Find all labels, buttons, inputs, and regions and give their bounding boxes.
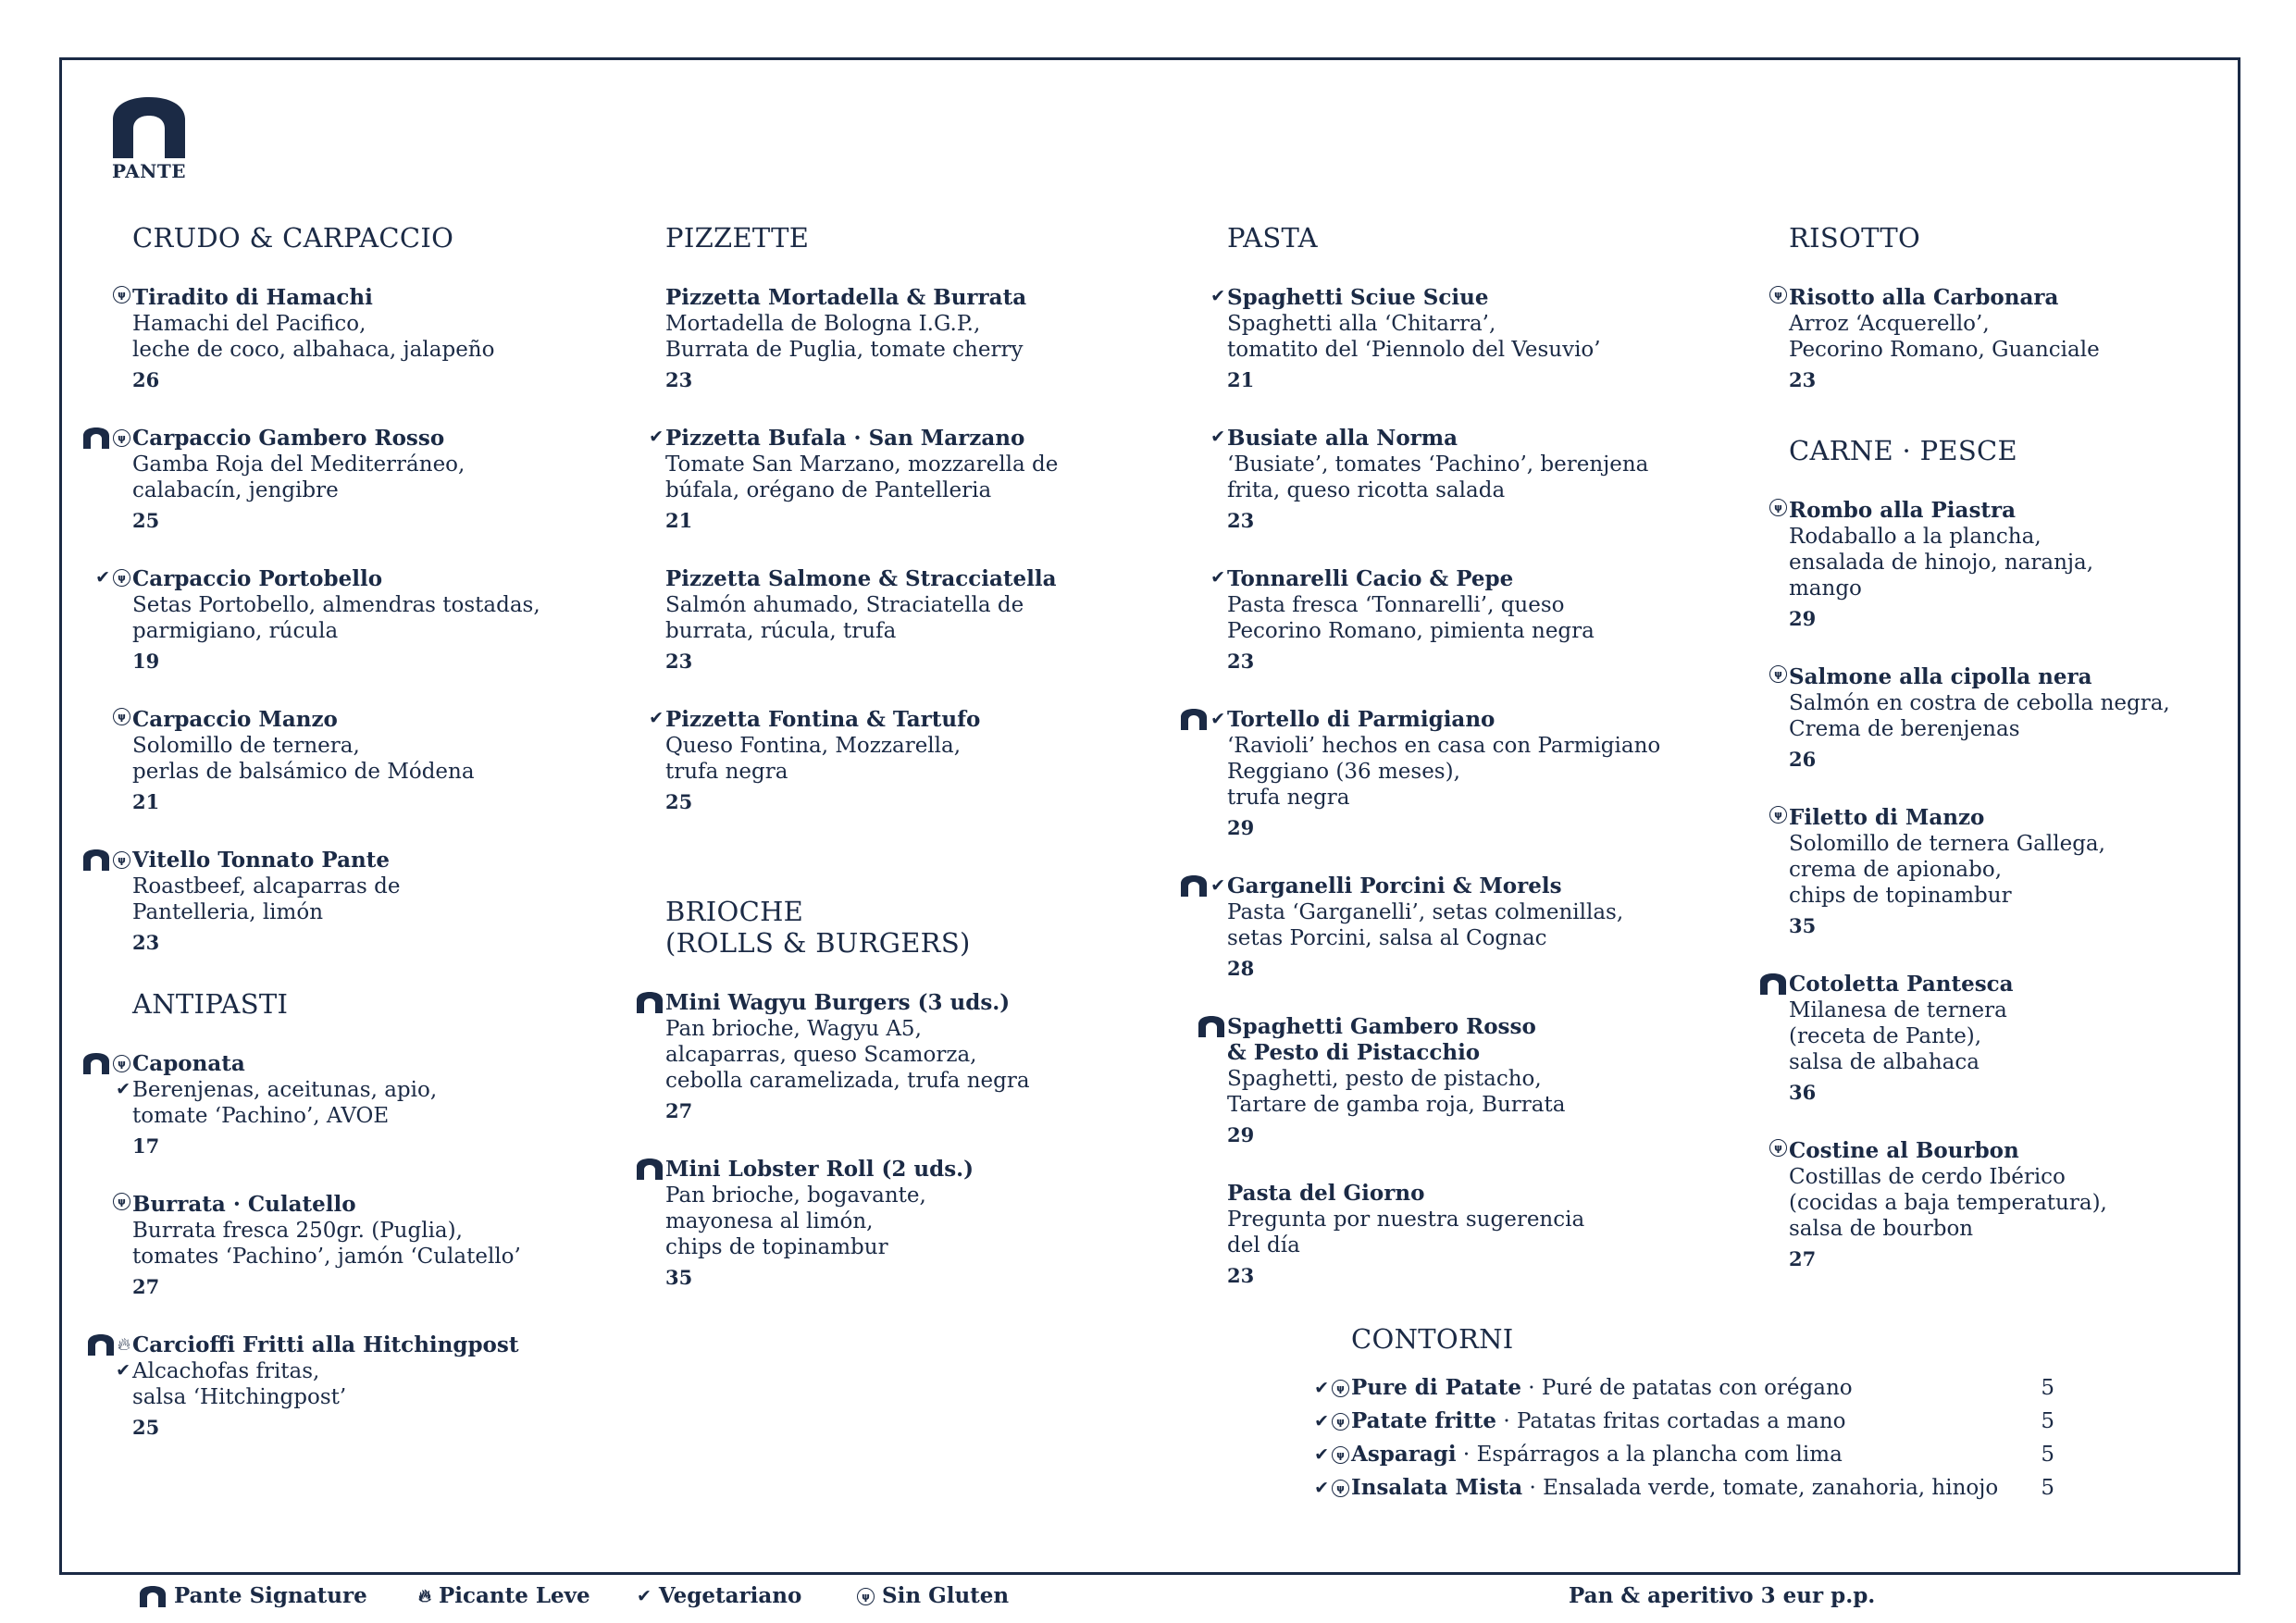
legend-label: Sin Gluten bbox=[882, 1583, 1010, 1608]
dish-description: Pregunta por nuestra sugerencia del día bbox=[1227, 1208, 1585, 1258]
dish-name: Burrata · Culatello bbox=[132, 1192, 356, 1217]
legend-spicy bbox=[418, 1580, 590, 1612]
gluten-free-icon: ψ bbox=[113, 708, 130, 725]
menu-item bbox=[1210, 285, 1782, 392]
vegetarian-icon: ✔ bbox=[1210, 286, 1225, 306]
dish-description: Gamba Roja del Mediterráneo, calabacín, jengibre bbox=[132, 452, 465, 502]
menu-item bbox=[116, 1332, 632, 1440]
menu-item bbox=[665, 566, 1184, 674]
menu-item bbox=[1774, 664, 2196, 772]
dietary-marks bbox=[1180, 874, 1225, 897]
gluten-free-icon: ψ bbox=[1332, 1446, 1349, 1464]
side-dish-row bbox=[1314, 1371, 2054, 1405]
gluten-free-icon: ψ bbox=[1769, 806, 1787, 824]
dish-price: 29 bbox=[1789, 607, 1817, 630]
side-dish-row bbox=[1314, 1405, 2054, 1438]
dietary-marks bbox=[649, 708, 664, 728]
dish-name: Cotoletta Pantesca bbox=[1789, 972, 2014, 997]
dietary-marks bbox=[116, 1079, 130, 1099]
dish-name: Carpaccio Manzo bbox=[132, 707, 338, 732]
section-title: CONTORNI bbox=[1351, 1323, 1514, 1355]
separator: · bbox=[1456, 1443, 1477, 1467]
dish-description: Mortadella de Bologna I.G.P., Burrata de Puglia, tomate cherry bbox=[665, 312, 1024, 362]
dish-price: 23 bbox=[1227, 509, 1255, 532]
dietary-marks bbox=[1314, 1378, 1349, 1398]
menu-item bbox=[95, 566, 632, 674]
logo-wordmark: PANTE bbox=[111, 160, 186, 182]
menu-item bbox=[649, 426, 1184, 533]
dish-description: Berenjenas, aceitunas, apio, tomate ‘Pachino’, AVOE bbox=[132, 1078, 438, 1128]
dietary-marks bbox=[1210, 567, 1225, 588]
side-dish-line bbox=[1351, 1371, 2017, 1405]
menu-item bbox=[1227, 1181, 1782, 1288]
dish-name: Garganelli Porcini & Morels bbox=[1227, 873, 1562, 898]
vegetarian-icon: ✔ bbox=[1210, 875, 1225, 896]
dish-price: 23 bbox=[665, 650, 693, 673]
dish-name: Pizzetta Mortadella & Burrata bbox=[665, 285, 1027, 310]
menu-item bbox=[118, 426, 632, 533]
contorni-section bbox=[1314, 1323, 2054, 1505]
legend-label: Picante Leve bbox=[438, 1583, 590, 1608]
menu-item bbox=[118, 848, 632, 955]
contorni-list bbox=[1314, 1371, 2054, 1505]
dietary-marks bbox=[1180, 708, 1225, 730]
section-title: PIZZETTE bbox=[665, 222, 810, 254]
dish-name: Pasta del Giorno bbox=[1227, 1181, 1425, 1206]
dish-description: Tomate San Marzano, mozzarella de búfala, orégano de Pantelleria bbox=[665, 452, 1059, 502]
menu-section bbox=[1774, 222, 2196, 392]
dish-description: Pasta ‘Garganelli’, setas colmenillas, setas Porcini, salsa al Cognac bbox=[1227, 900, 1624, 950]
menu-item bbox=[1774, 285, 2196, 392]
dish-price: 27 bbox=[665, 1099, 693, 1122]
signature-icon bbox=[636, 1158, 664, 1180]
dietary-marks bbox=[649, 427, 664, 447]
dish-description: Milanesa de ternera (receta de Pante), salsa de albahaca bbox=[1789, 998, 2007, 1074]
vegetarian-icon: ✔ bbox=[116, 1079, 130, 1099]
dish-description: Salmón en costra de cebolla negra, Crema de berenjenas bbox=[1789, 691, 2170, 741]
vegetarian-icon: ✔ bbox=[649, 708, 664, 728]
menu-column-4 bbox=[1774, 222, 2196, 1305]
dish-description: Spaghetti, pesto de pistacho, Tartare de gamba roja, Burrata bbox=[1227, 1067, 1566, 1117]
dietary-marks bbox=[82, 427, 130, 449]
menu-item bbox=[118, 1192, 632, 1299]
section-title: ANTIPASTI bbox=[132, 988, 289, 1020]
dish-name: Busiate alla Norma bbox=[1227, 426, 1458, 451]
dish-description: Pan brioche, bogavante, mayonesa al limón, chips de topinambur bbox=[665, 1183, 926, 1259]
dietary-marks bbox=[95, 567, 130, 588]
pante-logo bbox=[111, 95, 187, 182]
vegetarian-icon: ✔ bbox=[95, 567, 110, 588]
menu-item bbox=[1210, 873, 1782, 981]
signature-icon bbox=[636, 991, 664, 1013]
gluten-free-icon: ψ bbox=[1332, 1480, 1349, 1497]
dish-description: Spaghetti alla ‘Chitarra’, tomatito del ‘Piennolo del Vesuvio’ bbox=[1227, 312, 1601, 362]
dish-name: Vitello Tonnato Pante bbox=[132, 848, 390, 873]
menu-item bbox=[118, 707, 632, 814]
side-dish-description: Ensalada verde, tomate, zanahoria, hinojo bbox=[1543, 1476, 1999, 1500]
dish-description: Pan brioche, Wagyu A5, alcaparras, queso Scamorza, cebolla caramelizada, trufa negra bbox=[665, 1017, 1030, 1093]
side-dish-price: 5 bbox=[2041, 1476, 2054, 1500]
dish-description: Salmón ahumado, Straciatella de burrata, rúcula, trufa bbox=[665, 593, 1024, 643]
side-dish-description: Puré de patatas con orégano bbox=[1541, 1376, 1853, 1400]
dietary-marks bbox=[113, 708, 130, 725]
gluten-free-icon: ψ bbox=[1769, 665, 1787, 683]
signature-icon bbox=[82, 427, 110, 449]
dish-name: Rombo alla Piastra bbox=[1789, 498, 2017, 523]
menu-item bbox=[1789, 972, 2196, 1105]
dietary-marks bbox=[113, 286, 130, 304]
dish-price: 23 bbox=[665, 368, 693, 391]
gluten-free-icon: ψ bbox=[1769, 499, 1787, 516]
dietary-marks bbox=[1210, 427, 1225, 447]
dish-description: Costillas de cerdo Ibérico (cocidas a baja temperatura), salsa de bourbon bbox=[1789, 1165, 2107, 1241]
dish-name: Carcioffi Fritti alla Hitchingpost bbox=[132, 1332, 519, 1357]
vegetarian-icon: ✔ bbox=[649, 427, 664, 447]
section-title: BRIOCHE (ROLLS & BURGERS) bbox=[665, 896, 971, 959]
dish-description: Queso Fontina, Mozzarella, trufa negra bbox=[665, 734, 962, 784]
dietary-marks bbox=[1210, 286, 1225, 306]
signature-icon bbox=[1759, 973, 1787, 995]
menu-section bbox=[649, 222, 1184, 814]
dish-price: 26 bbox=[1789, 748, 1817, 771]
dietary-marks bbox=[1769, 499, 1787, 516]
vegetarian-icon: ✔ bbox=[116, 1360, 130, 1381]
dish-price: 29 bbox=[1227, 1123, 1255, 1146]
dietary-marks bbox=[113, 1193, 130, 1210]
gluten-free-icon: ψ bbox=[113, 429, 130, 447]
dish-price: 21 bbox=[665, 509, 693, 532]
dish-name: Mini Lobster Roll (2 uds.) bbox=[665, 1157, 974, 1182]
side-dish-name: Asparagi bbox=[1351, 1442, 1457, 1467]
menu-item bbox=[1210, 707, 1782, 840]
dish-name: Tiradito di Hamachi bbox=[132, 285, 373, 310]
vegetarian-icon: ✔ bbox=[1314, 1411, 1329, 1431]
separator: · bbox=[1496, 1409, 1517, 1433]
side-dish-price: 5 bbox=[2041, 1409, 2054, 1433]
dish-name: Pizzetta Bufala · San Marzano bbox=[665, 426, 1025, 451]
dish-description: ‘Busiate’, tomates ‘Pachino’, berenjena frita, queso ricotta salada bbox=[1227, 452, 1649, 502]
menu-item bbox=[1227, 1014, 1782, 1147]
section-title: CRUDO & CARPACCIO bbox=[132, 222, 454, 254]
vegetarian-icon: ✔ bbox=[1314, 1478, 1329, 1498]
vegetarian-icon: ✔ bbox=[1314, 1444, 1329, 1465]
dish-description: Solomillo de ternera Gallega, crema de apionabo, chips de topinambur bbox=[1789, 832, 2105, 908]
side-dish-description: Patatas fritas cortadas a mano bbox=[1516, 1409, 1846, 1433]
section-title: RISOTTO bbox=[1789, 222, 1921, 254]
dish-name: Salmone alla cipolla nera bbox=[1789, 664, 2092, 689]
dish-price: 35 bbox=[665, 1266, 693, 1289]
spicy-icon: 🔥︎ bbox=[418, 1586, 431, 1606]
dietary-marks bbox=[1314, 1411, 1349, 1431]
dish-name: Spaghetti Gambero Rosso & Pesto di Pistacchio bbox=[1227, 1014, 1536, 1065]
dish-price: 17 bbox=[132, 1134, 160, 1158]
dietary-marks bbox=[1769, 665, 1787, 683]
dish-description: Pasta fresca ‘Tonnarelli’, queso Pecorino Romano, pimienta negra bbox=[1227, 593, 1595, 643]
gluten-free-icon: ψ bbox=[1769, 286, 1787, 304]
menu-item bbox=[649, 707, 1184, 814]
dish-price: 19 bbox=[132, 650, 160, 673]
dish-description: Roastbeef, alcaparras de Pantelleria, limón bbox=[132, 874, 401, 924]
dish-name: Tortello di Parmigiano bbox=[1227, 707, 1496, 732]
section-title: PASTA bbox=[1227, 222, 1318, 254]
dietary-marks bbox=[1314, 1444, 1349, 1465]
legend-gluten-free bbox=[857, 1580, 1009, 1612]
menu-section bbox=[95, 222, 632, 955]
menu-item bbox=[665, 990, 1184, 1123]
gluten-free-icon: ψ bbox=[113, 851, 130, 869]
dietary-marks bbox=[116, 1360, 130, 1381]
dish-description: Setas Portobello, almendras tostadas, parmigiano, rúcula bbox=[132, 593, 540, 643]
menu-column-2 bbox=[649, 222, 1184, 1323]
vegetarian-icon: ✔ bbox=[1210, 567, 1225, 588]
gluten-free-icon: ψ bbox=[1332, 1380, 1349, 1397]
menu-section bbox=[665, 896, 1184, 1290]
side-dish-name: Pure di Patate bbox=[1351, 1375, 1521, 1400]
separator: · bbox=[1520, 1376, 1542, 1400]
gluten-free-icon: ψ bbox=[113, 569, 130, 587]
dish-price: 27 bbox=[132, 1275, 160, 1298]
side-dish-row bbox=[1314, 1438, 2054, 1471]
dietary-marks bbox=[1769, 1139, 1787, 1157]
dietary-marks bbox=[1198, 1015, 1225, 1037]
dish-description: Burrata fresca 250gr. (Puglia), tomates ‘Pachino’, jamón ‘Culatello’ bbox=[132, 1219, 521, 1269]
gluten-free-icon: ψ bbox=[113, 286, 130, 304]
gluten-free-icon: ψ bbox=[113, 1193, 130, 1210]
side-dish-row bbox=[1314, 1471, 2054, 1505]
dish-name: Risotto alla Carbonara bbox=[1789, 285, 2059, 310]
dish-description: ‘Ravioli’ hechos en casa con Parmigiano Reggiano (36 meses), trufa negra bbox=[1227, 734, 1661, 810]
dish-price: 23 bbox=[1227, 1264, 1255, 1287]
dish-name: Spaghetti Sciue Sciue bbox=[1227, 285, 1489, 310]
dietary-marks bbox=[636, 1158, 664, 1180]
dish-price: 23 bbox=[1789, 368, 1817, 391]
vegetarian-icon: ✔ bbox=[1210, 427, 1225, 447]
vegetarian-icon: ✔ bbox=[637, 1586, 652, 1606]
dish-description: Arroz ‘Acquerello’, Pecorino Romano, Guanciale bbox=[1789, 312, 2100, 362]
menu-item bbox=[665, 1157, 1184, 1290]
menu-section bbox=[116, 988, 632, 1440]
menu-column-3 bbox=[1210, 222, 1782, 1321]
menu-item bbox=[1774, 1138, 2196, 1271]
dish-name: Carpaccio Gambero Rosso bbox=[132, 426, 445, 451]
arch-logo-icon bbox=[111, 95, 187, 158]
gluten-free-icon: ψ bbox=[1769, 1139, 1787, 1157]
dietary-marks bbox=[1314, 1478, 1349, 1498]
vegetarian-icon: ✔ bbox=[1210, 709, 1225, 729]
menu-item bbox=[116, 1051, 632, 1158]
dish-price: 29 bbox=[1227, 816, 1255, 839]
menu-section bbox=[1774, 435, 2196, 1271]
signature-icon bbox=[1180, 874, 1208, 897]
menu-item bbox=[1774, 498, 2196, 631]
dish-price: 26 bbox=[132, 368, 160, 391]
side-dish-name: Patate fritte bbox=[1351, 1408, 1497, 1433]
dish-price: 25 bbox=[132, 509, 160, 532]
dish-description: Hamachi del Pacifico, leche de coco, albahaca, jalapeño bbox=[132, 312, 495, 362]
signature-icon bbox=[139, 1585, 167, 1607]
legend-vegetarian bbox=[637, 1580, 801, 1612]
gluten-free-icon: ψ bbox=[1332, 1413, 1349, 1431]
menu-column-1 bbox=[95, 222, 632, 1473]
separator: · bbox=[1522, 1476, 1544, 1500]
dish-price: 28 bbox=[1227, 957, 1255, 980]
legend-label: Vegetariano bbox=[658, 1583, 802, 1608]
dish-price: 25 bbox=[665, 790, 693, 813]
dish-name: Pizzetta Salmone & Stracciatella bbox=[665, 566, 1057, 591]
bread-note: Pan & aperitivo 3 eur p.p. bbox=[1569, 1583, 1876, 1608]
dish-description: Alcachofas fritas, salsa ‘Hitchingpost’ bbox=[132, 1359, 347, 1409]
side-dish-price: 5 bbox=[2041, 1376, 2054, 1400]
dish-description: Rodaballo a la plancha, ensalada de hinojo, naranja, mango bbox=[1789, 525, 2094, 601]
dish-name: Carpaccio Portobello bbox=[132, 566, 383, 591]
dish-name: Pizzetta Fontina & Tartufo bbox=[665, 707, 981, 732]
menu-item bbox=[1774, 805, 2196, 938]
legend bbox=[139, 1580, 2175, 1617]
dish-price: 27 bbox=[1789, 1247, 1817, 1270]
side-dish-line bbox=[1351, 1471, 2017, 1505]
dish-name: Costine al Bourbon bbox=[1789, 1138, 2019, 1163]
legend-signature bbox=[139, 1580, 367, 1612]
side-dish-description: Espárragos a la plancha com lima bbox=[1476, 1443, 1843, 1467]
dish-description: Solomillo de ternera, perlas de balsámico de Módena bbox=[132, 734, 475, 784]
dish-price: 21 bbox=[1227, 368, 1255, 391]
dietary-marks bbox=[1759, 973, 1787, 995]
signature-icon bbox=[87, 1333, 115, 1356]
signature-icon bbox=[1180, 708, 1208, 730]
dietary-marks bbox=[82, 1052, 130, 1074]
side-dish-name: Insalata Mista bbox=[1351, 1475, 1523, 1500]
menu-item bbox=[1210, 426, 1782, 533]
menu-item bbox=[1210, 566, 1782, 674]
spicy-icon: 🔥︎ bbox=[118, 1334, 130, 1355]
dish-name: Caponata bbox=[132, 1051, 245, 1076]
menu-item bbox=[665, 285, 1184, 392]
side-dish-price: 5 bbox=[2041, 1443, 2054, 1467]
gluten-free-icon: ψ bbox=[857, 1588, 875, 1605]
signature-icon bbox=[82, 849, 110, 871]
legend-label: Pante Signature bbox=[174, 1583, 367, 1608]
dietary-marks bbox=[636, 991, 664, 1013]
vegetarian-icon: ✔ bbox=[1314, 1378, 1329, 1398]
dish-name: Tonnarelli Cacio & Pepe bbox=[1227, 566, 1514, 591]
dish-name: Mini Wagyu Burgers (3 uds.) bbox=[665, 990, 1011, 1015]
menu-item bbox=[118, 285, 632, 392]
menu-section bbox=[1210, 222, 1782, 1288]
gluten-free-icon: ψ bbox=[113, 1055, 130, 1072]
dietary-marks bbox=[82, 849, 130, 871]
dish-price: 36 bbox=[1789, 1081, 1817, 1104]
dish-name: Filetto di Manzo bbox=[1789, 805, 1985, 830]
dish-price: 23 bbox=[1227, 650, 1255, 673]
dish-price: 25 bbox=[132, 1416, 160, 1439]
side-dish-line bbox=[1351, 1405, 2017, 1438]
section-title: CARNE · PESCE bbox=[1789, 435, 2017, 466]
dietary-marks bbox=[1769, 806, 1787, 824]
dish-price: 35 bbox=[1789, 914, 1817, 937]
dietary-marks bbox=[87, 1333, 130, 1356]
signature-icon bbox=[1198, 1015, 1225, 1037]
signature-icon bbox=[82, 1052, 110, 1074]
dish-price: 21 bbox=[132, 790, 160, 813]
dish-price: 23 bbox=[132, 931, 160, 954]
side-dish-line bbox=[1351, 1438, 2017, 1471]
dietary-marks bbox=[1769, 286, 1787, 304]
